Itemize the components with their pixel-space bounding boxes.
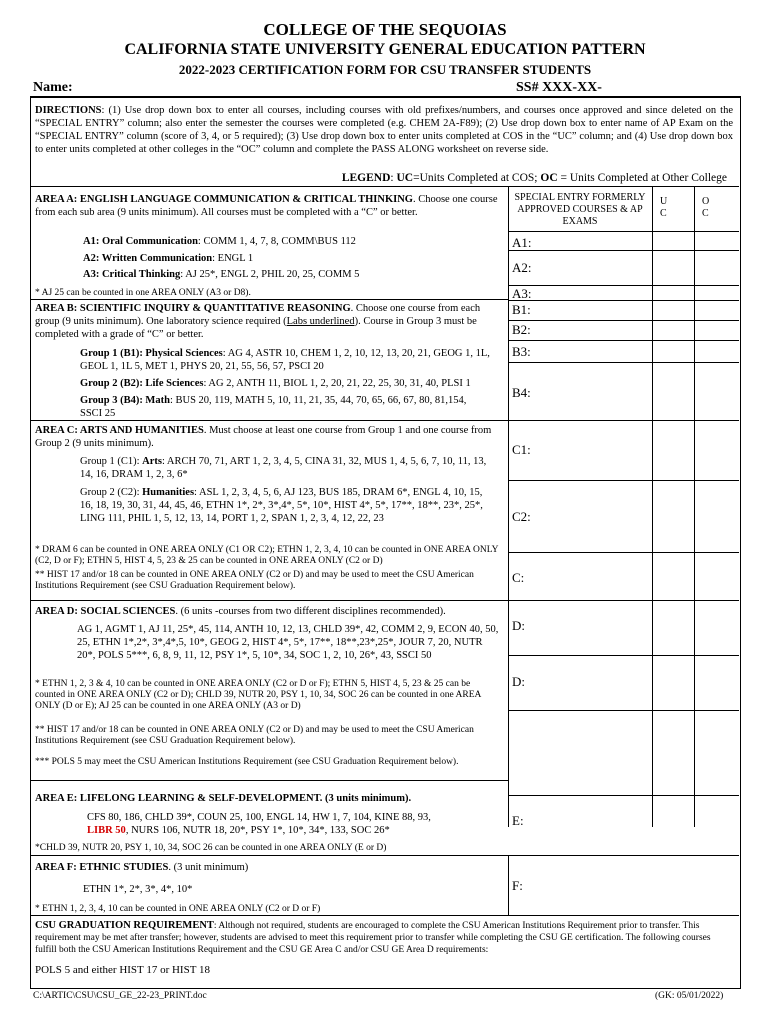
footer-path: C:\ARTIC\CSU\CSU_GE_22-23_PRINT.doc bbox=[33, 991, 207, 1001]
form-title: 2022-2023 CERTIFICATION FORM FOR CSU TRANSFER STUDENTS bbox=[178, 62, 592, 77]
libr-50: LIBR 50 bbox=[87, 825, 126, 836]
col-divider-oc bbox=[694, 187, 695, 827]
field-a3[interactable]: A3: bbox=[512, 286, 532, 301]
area-e-courses: CFS 80, 186, CHLD 39*, COUN 25, 100, ENGL 14, HW 1, 7, 104, KINE 88, 93, LIBR 50, NURS 106, NUTR 18, 20*, PSY 1*, 10*, 34*, 133, SOC 26* bbox=[87, 812, 431, 836]
field-a2[interactable]: A2: bbox=[512, 260, 532, 275]
legend-oc: = Units Completed at Other College bbox=[557, 172, 727, 184]
col-divider-uc bbox=[652, 187, 653, 827]
directions bbox=[35, 104, 733, 156]
area-c-title: AREA C: ARTS AND HUMANITIES. Must choose at least one course from Group 1 and one course from Group 2 (9 units minimum). bbox=[35, 425, 492, 449]
field-b2[interactable]: B2: bbox=[512, 322, 531, 337]
field-b1[interactable]: B1: bbox=[512, 302, 531, 317]
area-b4: Group 3 (B4): Math: BUS 20, 119, MATH 5, 10, 11, 21, 35, 44, 70, 65, 66, 67, 80, 81,154, SSCI 25 bbox=[80, 395, 467, 419]
area-f-note: * ETHN 1, 2, 3, 4, 10 can be counted in ONE AREA ONLY (C2 or D or F) bbox=[35, 904, 321, 914]
csu-grad-courses: POLS 5 and either HIST 17 or HIST 18 bbox=[35, 964, 210, 976]
legend-uc-key: UC bbox=[396, 172, 414, 184]
area-f-title: AREA F: ETHNIC STUDIES. (3 unit minimum) bbox=[35, 862, 249, 873]
area-e-title: AREA E: LIFELONG LEARNING & SELF-DEVELOPMENT. (3 units minimum). bbox=[35, 793, 412, 804]
area-d-note-3: *** POLS 5 may meet the CSU American Institutions Requirement (see CSU Graduation Requirement below). bbox=[35, 757, 459, 767]
area-d-courses: AG 1, AGMT 1, AJ 11, 25*, 45, 114, ANTH 10, 12, 13, CHLD 39*, 42, COMM 2, 9, ECON 40, 50, 25, ETHN 1*,2*, 3*,4*,5, 10*, GEOG 2, HIST 4*, 5*, 17**, 18**,23*,25*, JOUR 7, 20, NUTR 20*, POLS 5***, 6, 8, 9, 11, 12, PSY 1*, 5, 10*, 34, SOC 1, 2, 10, 26*, 43, SSCI 50 bbox=[77, 624, 499, 661]
area-d-note-2: ** HIST 17 and/or 18 can be counted in ONE AREA ONLY (C2 or D) and may be used to meet the CSU American Institutions Requirement (see CSU Graduation Requirement below). bbox=[35, 725, 474, 746]
area-b1: Group 1 (B1): Physical Sciences: AG 4, ASTR 10, CHEM 1, 2, 10, 12, 13, 20, 21, GEOG 1, 1L, GEOL 1, 1L 5, MET 1, PHYS 20, 21, 55, 56, 57, PSCI 20 bbox=[80, 348, 490, 372]
field-c2[interactable]: C2: bbox=[512, 509, 531, 524]
area-d-title: AREA D: SOCIAL SCIENCES. (6 units -courses from two different disciplines recommended). bbox=[35, 606, 446, 617]
area-a1: A1: Oral Communication: COMM 1, 4, 7, 8, COMM\BUS 112 bbox=[83, 236, 356, 247]
col-divider-main bbox=[508, 187, 509, 827]
field-a1[interactable]: A1: bbox=[512, 235, 532, 250]
area-c-note-1: * DRAM 6 can be counted in ONE AREA ONLY (C1 OR C2); ETHN 1, 2, 3, 4, 10 can be counted in ONE AREA ONLY (C2, D or F); ETHN 5, HIST 4, 5, 23 & 25 can be counted in ONE AREA ONLY (C2 or D) bbox=[35, 545, 499, 566]
special-entry-header: SPECIAL ENTRY FORMERLY APPROVED COURSES & AP EXAMS bbox=[514, 192, 646, 227]
legend: LEGEND: UC=Units Completed at COS; OC = Units Completed at Other College bbox=[341, 172, 727, 184]
directions-text: : (1) Use drop down box to enter all courses, including courses with old prefixes/numbers, and courses once approved and since deleted on the “SPECIAL ENTRY” column; also enter the semester the courses were completed (e.g. CHEM 2A-F89); (2) Use drop down box to enter name of AP Exam on the “SPECIAL ENTRY” column (score of 3, 4, or 5 required); (3) Use drop down box to enter units completed at COS in the “UC” column; and (4) Use drop down box to enter units completed at other colleges in the “OC” column and complete the PASS ALONG worksheet on reverse side. bbox=[35, 105, 733, 155]
oc-header: O C bbox=[702, 196, 710, 219]
divider-directions bbox=[31, 186, 739, 187]
area-a2: A2: Written Communication: ENGL 1 bbox=[83, 253, 254, 264]
csu-grad-requirement: CSU GRADUATION REQUIREMENT: Although not required, students are encouraged to complete the CSU American Institutions Requirement prior to transfer. This requirement may be met after transfer; however, students are advised to meet this requirement prior to transfer while completing the CSU GE certification. The following courses fulfill both the CSU American Institutions Requirement and the CSU GE Area C and/or CSU GE Area D requirements: bbox=[35, 920, 711, 955]
field-b4[interactable]: B4: bbox=[512, 385, 531, 400]
directions-label: DIRECTIONS bbox=[35, 105, 102, 116]
area-d-note-1: * ETHN 1, 2, 3 & 4, 10 can be counted in ONE AREA ONLY (C2 or D or F); ETHN 5, HIST 4, 5, 23 & 25 can be counted in ONE AREA ONLY (C2 or D); CHLD 39, NUTR 20, PSY 1, 10, 34, SOC 26 can be counted in one AREA ONLY (D or E); AJ 25 can be counted in one AREA ONLY (A3 or D) bbox=[35, 679, 481, 711]
area-a3: A3: Critical Thinking: AJ 25*, ENGL 2, PHIL 20, 25, COMM 5 bbox=[83, 269, 360, 280]
field-e[interactable]: E: bbox=[512, 813, 524, 828]
area-c-note-2: ** HIST 17 and/or 18 can be counted in ONE AREA ONLY (C2 or D) and may be used to meet the CSU American Institutions Requirement (see CSU Graduation Requirement below). bbox=[35, 570, 474, 591]
name-label: Name: bbox=[33, 80, 73, 95]
footer-code: (GK: 05/01/2022) bbox=[655, 991, 724, 1001]
legend-label: LEGEND bbox=[341, 172, 391, 184]
area-c1: Group 1 (C1): Arts: ARCH 70, 71, ART 1, 2, 3, 4, 5, CINA 31, 32, MUS 1, 4, 5, 6, 7, 10, 11, 13, 14, 16, DRAM 1, 2, 3, 6* bbox=[80, 456, 487, 480]
area-c2: Group 2 (C2): Humanities: ASL 1, 2, 3, 4, 5, 6, AJ 123, BUS 185, DRAM 6*, ENGL 4, 10, 15, 16, 18, 19, 30, 31, 44, 45, 46, ETHN 1*, 2*, 3*,4*, 5*, 10*, HIST 4*, 5*, 17**, 18**, 23*, 25*, LING 111, PHIL 1, 5, 12, 13, 14, PORT 1, 2, SPAN 1, 2, 3, 4, 12, 22, 23 bbox=[80, 487, 483, 524]
field-c1[interactable]: C1: bbox=[512, 442, 531, 457]
area-f-courses: ETHN 1*, 2*, 3*, 4*, 10* bbox=[83, 884, 193, 895]
ssn-label: SS# XXX-XX- bbox=[516, 80, 602, 95]
uc-header: U C bbox=[660, 196, 668, 219]
area-a-title: AREA A: ENGLISH LANGUAGE COMMUNICATION & CRITICAL THINKING. Choose one course from each sub area (9 units minimum). All courses must be completed with a “C” or better. bbox=[35, 194, 498, 218]
area-e-note: *CHLD 39, NUTR 20, PSY 1, 10, 34, SOC 26 can be counted in one AREA ONLY (E or D) bbox=[35, 843, 387, 853]
pattern-title: CALIFORNIA STATE UNIVERSITY GENERAL EDUCATION PATTERN bbox=[124, 41, 646, 58]
field-d-1[interactable]: D: bbox=[512, 618, 525, 633]
field-c[interactable]: C: bbox=[512, 570, 525, 585]
area-b-title: AREA B: SCIENTIFIC INQUIRY & QUANTITATIVE REASONING. Choose one course from each group (9 units minimum). One laboratory science required (Labs underlined). Course in Group 3 must be completed with a grade of “C” or better. bbox=[35, 303, 481, 340]
area-a-note: * AJ 25 can be counted in one AREA ONLY (A3 or D8). bbox=[35, 288, 251, 298]
legend-oc-key: OC bbox=[540, 172, 558, 184]
field-b3[interactable]: B3: bbox=[512, 344, 531, 359]
college-title: COLLEGE OF THE SEQUOIAS bbox=[263, 20, 507, 39]
field-d-2[interactable]: D: bbox=[512, 674, 525, 689]
field-f[interactable]: F: bbox=[512, 878, 523, 893]
area-b2: Group 2 (B2): Life Sciences: AG 2, ANTH 11, BIOL 1, 2, 20, 21, 22, 25, 30, 31, 40, PLSI 1 bbox=[80, 378, 471, 389]
legend-uc: =Units Completed at COS; bbox=[413, 172, 538, 184]
